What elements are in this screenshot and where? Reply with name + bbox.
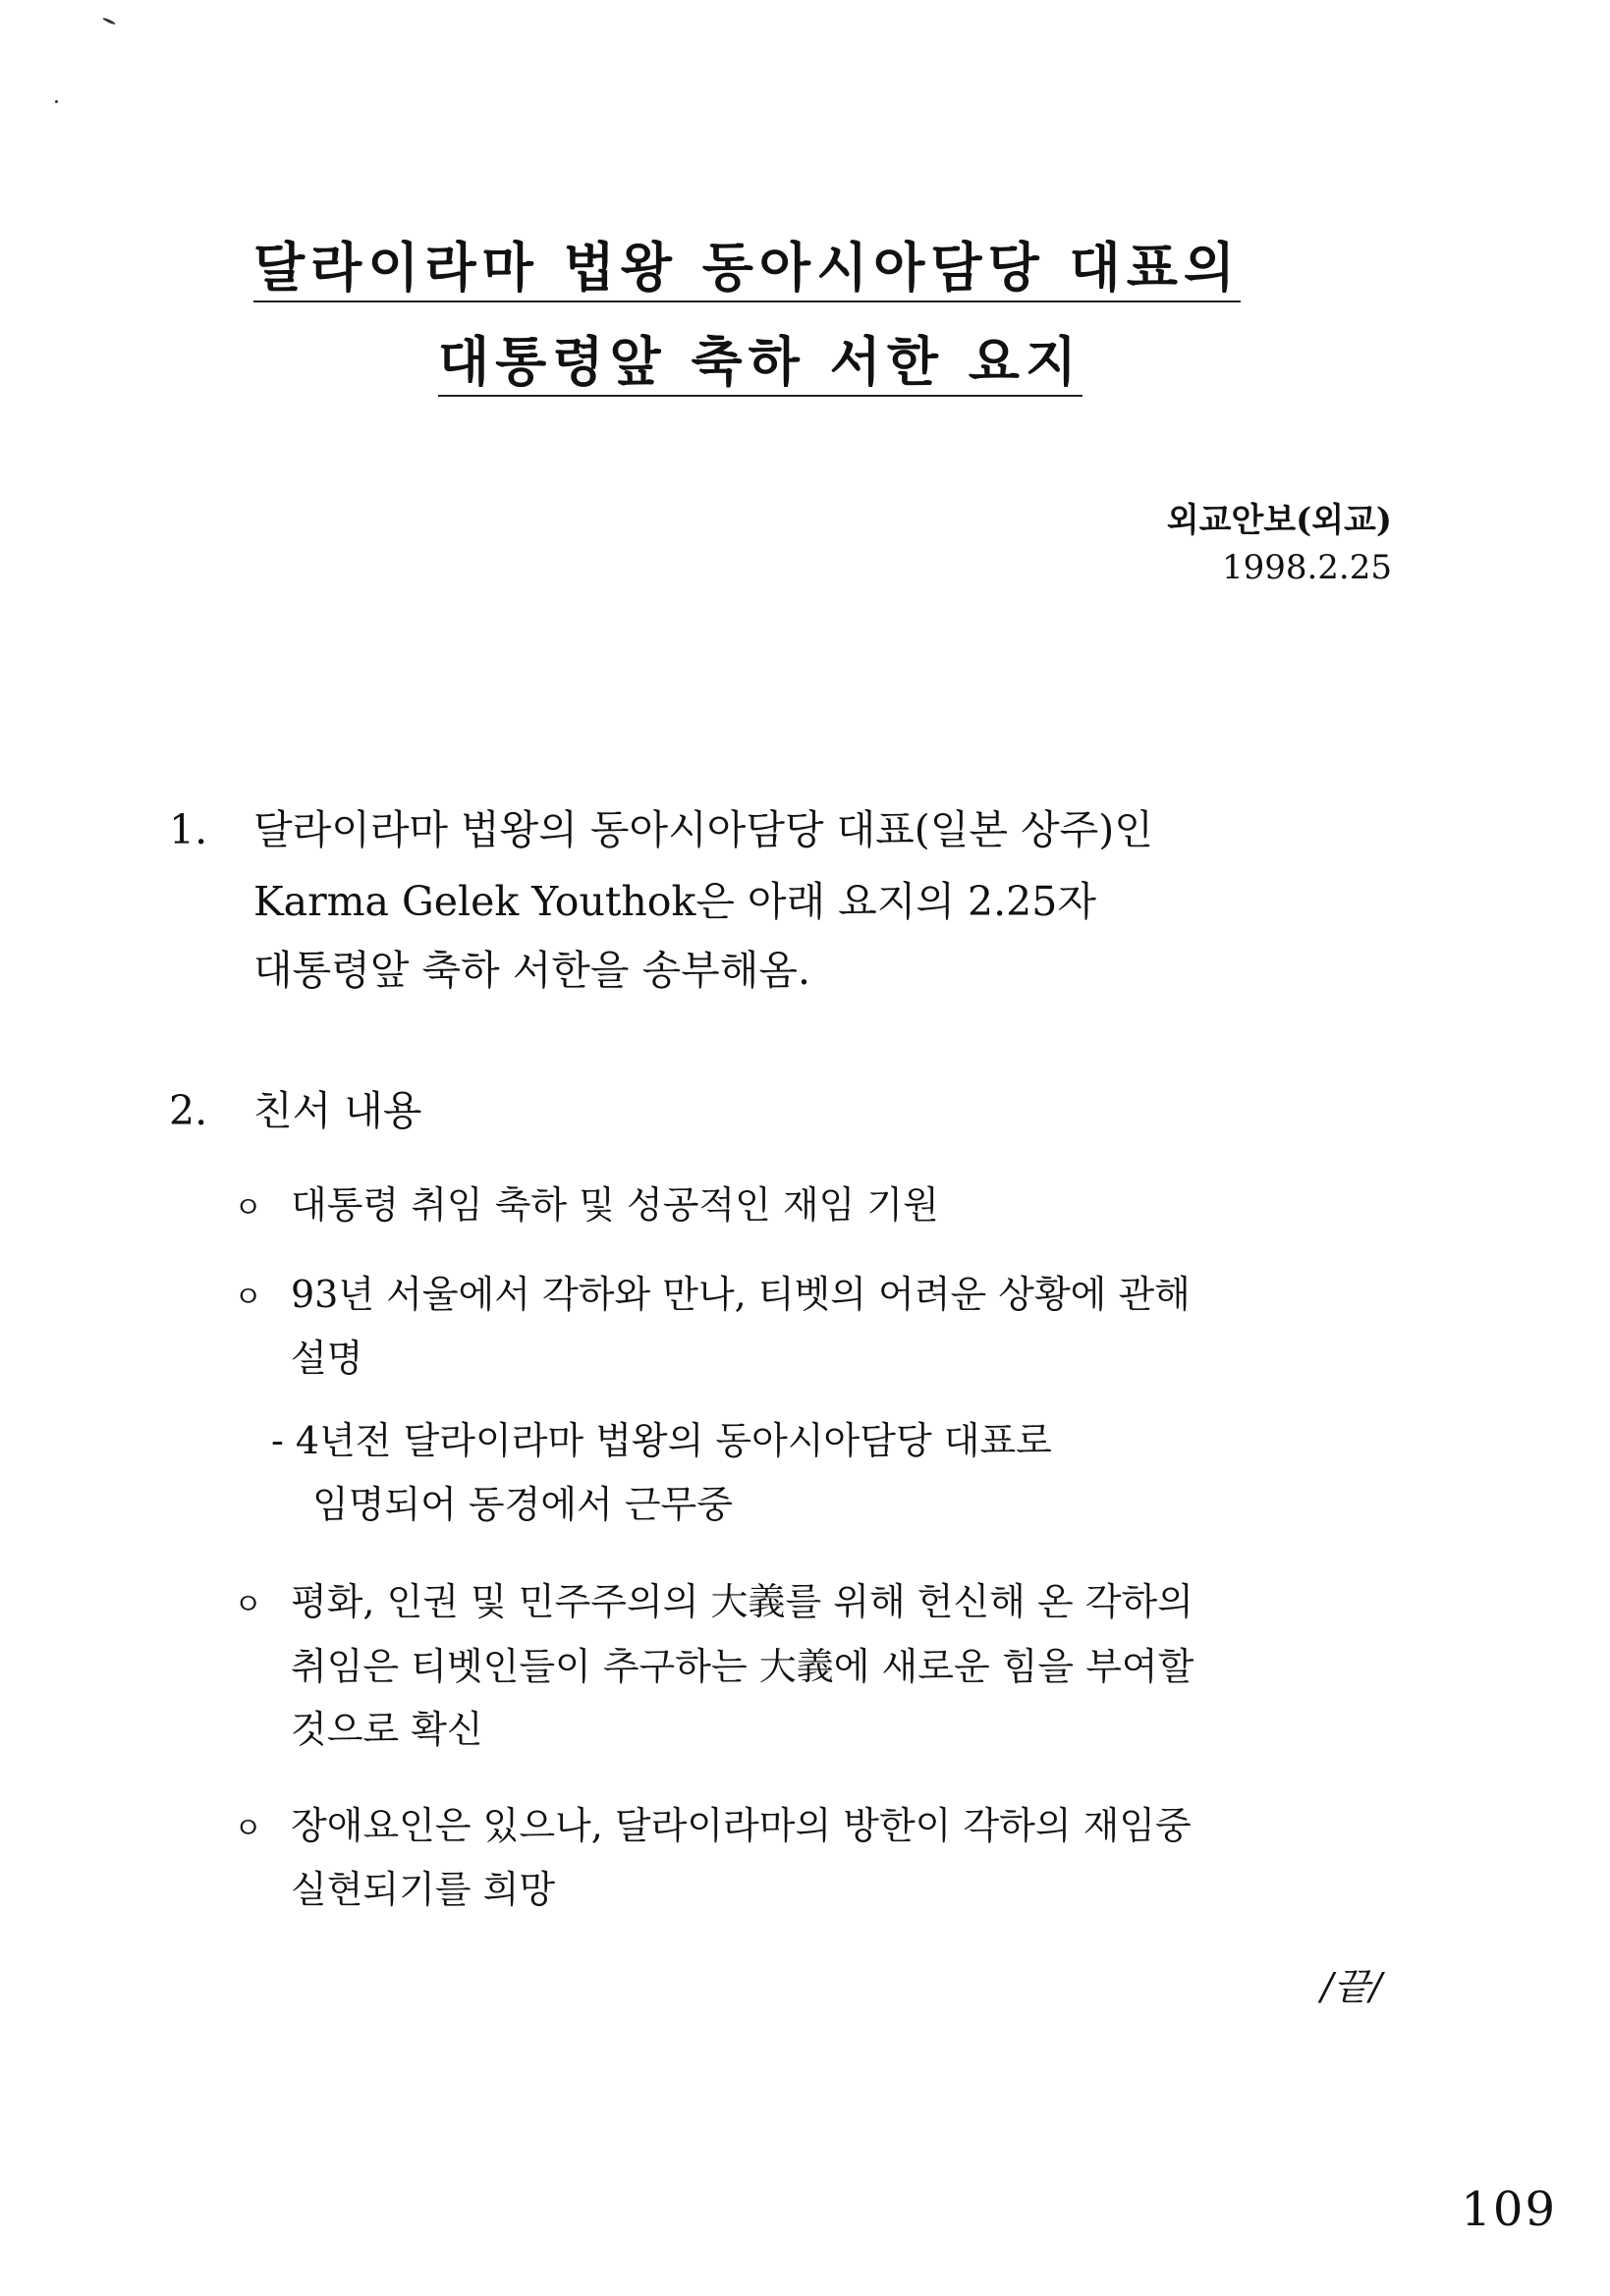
page-number: 109: [1461, 2182, 1557, 2237]
bullet-text-continuation: 실현되기를 희망: [291, 1868, 556, 1911]
section-2-heading: [169, 1078, 421, 1136]
document-title-line-1: 달라이라마 법왕 동아시아담당 대표의: [253, 238, 1241, 302]
end-mark: /끝/: [1320, 1965, 1382, 2008]
scan-artifact: [55, 100, 58, 103]
scan-artifact: [102, 17, 116, 26]
bullet-mark: ㅇ: [234, 1281, 262, 1315]
bullet-text: 대통령 취임 축하 및 성공적인 재임 기원: [291, 1183, 939, 1227]
bullet-text-continuation: 것으로 확신: [291, 1708, 483, 1751]
section-1-line: 대통령앞 축하 서한을 송부해옴.: [253, 947, 811, 994]
document-title-line-2: 대통령앞 축하 서한 요지: [438, 332, 1083, 397]
bullet-text-continuation: 취임은 티벳인들이 추구하는 大義에 새로운 힘을 부여할: [291, 1645, 1194, 1688]
section-1: [169, 797, 1153, 855]
section-1-line: 달라이라마 법왕의 동아시아담당 대표(일본 상주)인: [253, 806, 1153, 853]
bullet-text: 93년 서울에서 각하와 만나, 티벳의 어려운 상황에 관해: [291, 1273, 1191, 1316]
bullet-text: 평화, 인권 및 민주주의의 大義를 위해 헌신해 온 각하의: [291, 1580, 1194, 1623]
sub-item-continuation: 임명되어 동경에서 근무중: [312, 1483, 733, 1526]
bullet-mark: ㅇ: [234, 1588, 262, 1622]
bullet-item: [234, 1795, 1192, 1849]
bullet-mark: ㅇ: [234, 1812, 262, 1846]
sub-item: - 4년전 달라이라마 법왕의 동아시아담당 대표로: [271, 1419, 1052, 1462]
section-2-number: 2.: [169, 1087, 208, 1134]
bullet-text-continuation: 설명: [291, 1337, 363, 1380]
document-date: 1998.2.25: [1221, 548, 1392, 587]
section-2-title: 친서 내용: [253, 1087, 422, 1134]
bullet-item: [234, 1175, 939, 1229]
bullet-text: 장애요인은 있으나, 달라이라마의 방한이 각하의 재임중: [291, 1804, 1192, 1847]
bullet-item: [234, 1264, 1191, 1318]
section-1-number: 1.: [169, 806, 208, 853]
bullet-mark: ㅇ: [234, 1191, 262, 1226]
section-1-line: Karma Gelek Youthok은 아래 요지의 2.25자: [253, 878, 1096, 925]
bullet-item: [234, 1571, 1194, 1625]
issuing-office: 외교안보(외교): [1166, 501, 1392, 540]
